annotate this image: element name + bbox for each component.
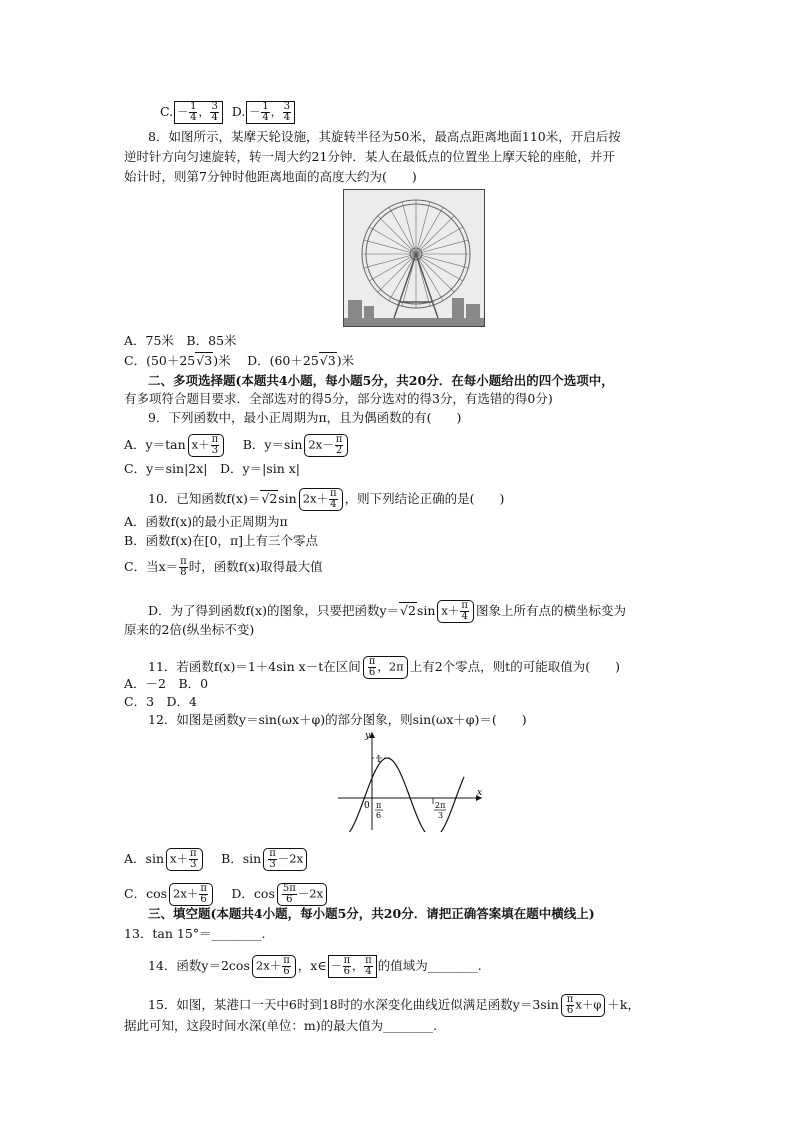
q11-stem: 11．若函数f(x)＝1＋4sin x－t在区间 $\frac{\pi}{6}$ ，2π 上有2个零点，则t的可能取值为( )	[148, 656, 620, 678]
q10-option-d: D．为了得到函数f(x)的图象，只要把函数y＝√2sin x＋ $\frac{\pi}{4}$ 图象上所有点的横坐标变为	[148, 600, 626, 622]
ferris-wheel-drawing	[344, 190, 484, 326]
q7-options: C. － $\frac{1}{4}$ ， $\frac{3}{4}$ D. － $\frac{1}{4}$ ， $\frac{3}{4}$	[160, 101, 296, 124]
q9-stem: 9．下列函数中，最小正周期为π，且为偶函数的有( )	[148, 410, 462, 425]
q10-option-a: A．函数f(x)的最小正周期为π	[124, 514, 288, 529]
q8-options-cd: C．(50＋25√3)米 D．(60＋25√3)米	[124, 353, 355, 368]
q12-options-cd: C．cos 2x＋ $\frac{\pi}{6}$ D．cos $\frac{5\pi}{6}$ －2x	[124, 883, 329, 906]
section-3-heading: 三、填空题(本题共4小题，每小题5分，共20分．请把正确答案填在题中横线上)	[148, 906, 595, 921]
q12-sine-graph	[332, 728, 488, 832]
y-axis-label: y	[365, 731, 371, 741]
y-tick-one: 1	[376, 755, 382, 765]
q12-stem: 12．如图是函数y＝sin(ωx＋φ)的部分图象，则sin(ωx＋φ)＝( )	[148, 712, 527, 727]
q8-stem-2: 逆时针方向匀速旋转，转一周大约21分钟．某人在最低点的位置坐上摩天轮的座舱，并开	[124, 149, 615, 164]
q10-option-c: C．当x＝ $\frac{\pi}{8}$ 时，函数f(x)取得最大值	[124, 556, 323, 578]
sine-graph-svg	[332, 728, 488, 832]
tick-2pi-3-num: 2π	[435, 801, 446, 810]
q8-options-ab: A．75米 B．85米	[124, 333, 237, 348]
q8-stem-3: 始计时，则第7分钟时他距离地面的高度大约为( )	[124, 169, 417, 184]
tick-pi-6-den: 6	[376, 811, 382, 820]
interval-bracket: － $\frac{1}{4}$ ， $\frac{3}{4}$	[174, 101, 223, 124]
q11-options-ab: A．－2 B．0	[124, 676, 209, 691]
ferris-wheel-image	[343, 189, 485, 327]
q14: 14．函数y＝2cos 2x＋ $\frac{\pi}{6}$ ，x∈ － $\frac{\pi}{6}$ ， $\frac{\pi}{4}$ 的值域为________.	[148, 955, 482, 977]
section-2-instructions: 有多项符合题目要求．全部选对的得5分，部分选对的得3分，有选错的得0分)	[124, 391, 553, 406]
q12-options-ab: A．sin x＋ $\frac{\pi}{3}$ B．sin $\frac{\pi}{3}$ －2x	[124, 848, 309, 871]
q10-option-d-line2: 原来的2倍(纵坐标不变)	[124, 622, 255, 637]
x-axis-label: x	[477, 788, 483, 798]
q9-options-cd: C．y＝sin|2x| D．y＝|sin x|	[124, 461, 301, 476]
tick-2pi-3-den: 3	[438, 811, 444, 820]
q10-option-b: B．函数f(x)在[0，π]上有三个零点	[124, 533, 319, 548]
section-2-heading: 二、多项选择题(本题共4小题，每小题5分，共20分．在每小题给出的四个选项中，	[148, 373, 614, 388]
sine-curve	[340, 758, 464, 832]
q11-options-cd: C．3 D．4	[124, 694, 197, 709]
q15-line-1: 15．如图，某港口一天中6时到18时的水深变化曲线近似满足函数y＝3sin $\frac{\pi}{6}$ x＋φ ＋k，	[148, 994, 640, 1016]
q13: 13．tan 15°＝________.	[124, 926, 266, 941]
q9-options-ab: A．y＝tan x＋ $\frac{\pi}{3}$ B．y＝sin 2x－ $\frac{\pi}{2}$	[124, 434, 350, 457]
q15-line-2: 据此可知，这段时间水深(单位：m)的最大值为________.	[124, 1018, 438, 1033]
q10-stem: 10．已知函数f(x)＝√2sin 2x＋ $\frac{\pi}{4}$ ，则下列结论正确的是( )	[148, 488, 505, 510]
interval-bracket: － $\frac{1}{4}$ ， $\frac{3}{4}$	[246, 101, 295, 124]
tick-pi-6-num: π	[376, 801, 382, 810]
origin-label: 0	[364, 801, 370, 811]
q8-stem-1: 8．如图所示，某摩天轮设施，其旋转半径为50米，最高点距离地面110米，开启后按	[148, 129, 621, 144]
